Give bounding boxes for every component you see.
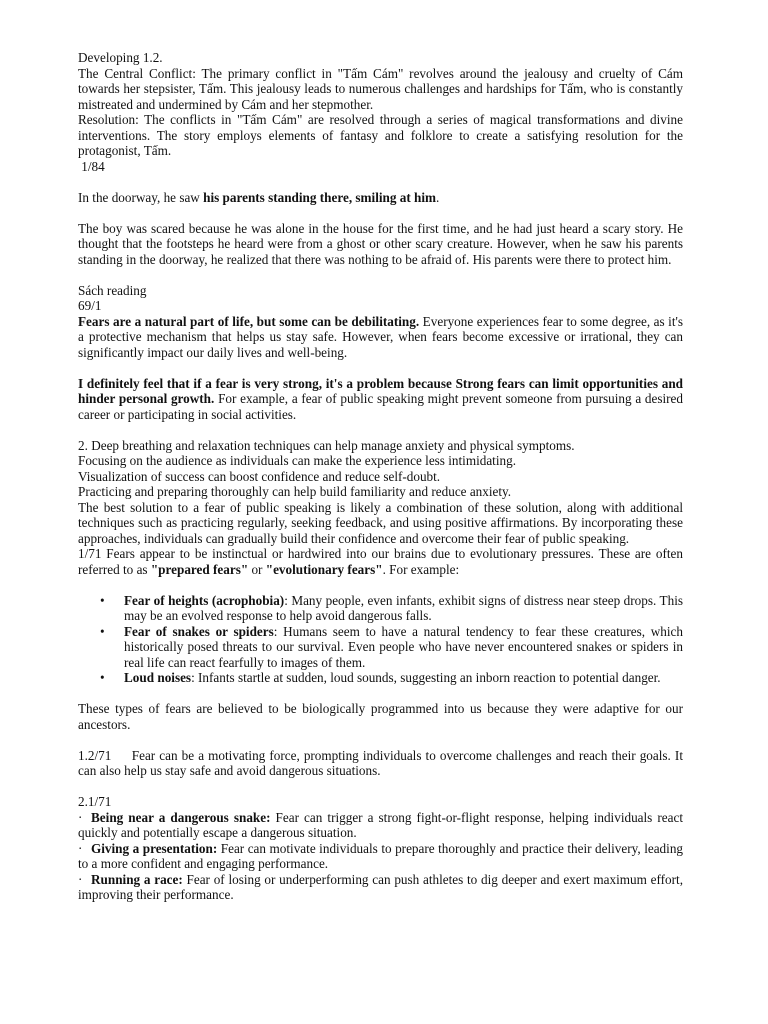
paragraph-central-conflict: The Central Conflict: The primary conflict in "Tấm Cám" revolves around the jealousy and cruelty of Cám towards her stepsister, Tấm. This jealousy leads to numerous challenges and hardships for Tấm, who is constantly mistreated and undermined by Cám and her stepmother. xyxy=(78,65,683,112)
line-visualization: Visualization of success can boost confidence and reduce self-doubt. xyxy=(78,468,441,484)
list-item xyxy=(100,623,683,671)
section-heading-2-1: 2.1/71 xyxy=(78,794,112,809)
bullet-icon: • xyxy=(100,623,105,639)
list-item-bold: Loud noises xyxy=(124,670,192,685)
example-item xyxy=(78,810,683,841)
doorway-end: . xyxy=(436,189,440,205)
example-item xyxy=(78,841,683,872)
strong-fear-bold: I definitely feel that if a fear is very strong, it's a problem because Strong fears can limit opportunities and hinder personal growth. xyxy=(78,375,683,406)
paragraph-best-solution: The best solution to a fear of public speaking is likely a combination of these solution, along with additional techniques such as practicing regularly, seeking feedback, and using positive affirmations. By incorporating these approaches, individuals can gradually build their confidence and overcome their fear of public speaking. xyxy=(78,499,683,546)
document-page xyxy=(78,50,687,903)
list-item-bold: Fear of snakes or spiders xyxy=(124,623,274,639)
paragraph-resolution: Resolution: The conflicts in "Tấm Cám" are resolved through a series of magical transformations and divine interventions. The story employs elements of fantasy and folklore to create a satisfying resolution for the protagonist, Tấm. xyxy=(78,112,683,158)
middot-icon: · xyxy=(78,809,83,825)
paragraph-strong-fear xyxy=(78,376,683,423)
page-reference: 1/84 xyxy=(78,158,105,174)
line-focusing: Focusing on the audience as individuals can make the experience less intimidating. xyxy=(78,453,516,468)
paragraph-motivating-force: 1.2/71 Fear can be a motivating force, prompting individuals to overcome challenges and reach their goals. It can also help us stay safe and avoid dangerous situations. xyxy=(78,747,687,778)
paragraph-prepared-fears xyxy=(78,546,683,577)
example-text: Fear can motivate individuals to prepare thoroughly and practice their delivery, leading to a more confident and engaging performance. xyxy=(78,840,684,871)
example-item xyxy=(78,872,683,903)
paragraph-doorway xyxy=(78,190,683,206)
paragraph-biologically-programmed: These types of fears are believed to be biologically programmed into us because they were adaptive for our ancestors. xyxy=(78,701,683,732)
paragraph-story: The boy was scared because he was alone in the house for the first time, and he had just heard a scary story. He thought that the footsteps he heard were from a ghost or other scary creature. However, when he saw his parents standing in the doorway, he realized that there was nothing to be afraid of. His parents were there to protect him. xyxy=(78,220,683,267)
example-bold: Being near a dangerous snake: xyxy=(91,809,271,825)
fear-examples-list xyxy=(78,593,683,686)
list-item-text: : Infants startle at sudden, loud sounds, suggesting an inborn reaction to potential danger. xyxy=(191,670,661,685)
list-item xyxy=(100,670,683,686)
example-text: Fear can trigger a strong fight-or-flight response, helping individuals react quickly and potentially escape a dangerous situation. xyxy=(78,809,683,840)
section-heading: Developing 1.2. xyxy=(78,50,163,65)
list-item-text: : Many people, even infants, exhibit signs of distress near steep drops. This may be an evolved response to help avoid dangerous falls. xyxy=(124,592,683,623)
list-item-text: : Humans seem to have a natural tendency to fear these creatures, which historically posed threats to our survival. Even people who have never encountered snakes or spiders in real life can react fearfully to images of them. xyxy=(124,623,683,670)
middot-icon: · xyxy=(78,840,83,856)
list-item xyxy=(100,592,683,624)
fears-natural-bold: Fears are a natural part of life, but some can be debilitating. xyxy=(78,313,420,329)
evolutionary-fears-bold: "evolutionary fears" xyxy=(265,561,383,577)
prepared-fears-end: . For example: xyxy=(382,561,460,577)
example-bold: Giving a presentation: xyxy=(91,840,218,856)
middot-icon: · xyxy=(78,871,83,887)
fears-natural-text: Everyone experiences fear to some degree, as it's a protective mechanism that helps us stay safe. However, when fears become excessive or irrational, they can significantly impact our daily lives and well-being. xyxy=(78,313,684,360)
prepared-fears-or: or xyxy=(248,561,266,577)
prepared-fears-text: 1/71 Fears appear to be instinctual or hardwired into our brains due to evolutionary pressures. These are often referred to as xyxy=(78,546,683,577)
line-deep-breathing: 2. Deep breathing and relaxation techniques can help manage anxiety and physical symptoms. xyxy=(78,437,575,453)
line-practicing: Practicing and preparing thoroughly can help build familiarity and reduce anxiety. xyxy=(78,484,512,499)
bullet-icon: • xyxy=(100,592,105,608)
page-reference-69: 69/1 xyxy=(78,298,102,313)
prepared-fears-bold: "prepared fears" xyxy=(150,561,249,577)
strong-fear-text: For example, a fear of public speaking might prevent someone from pursuing a desired career or participating in social activities. xyxy=(78,391,684,422)
paragraph-fears-natural xyxy=(78,314,683,361)
doorway-text: In the doorway, he saw xyxy=(78,189,204,205)
example-bold: Running a race: xyxy=(91,871,183,887)
section-heading-reading: Sách reading xyxy=(78,282,147,298)
bullet-icon: • xyxy=(100,670,105,685)
doorway-bold: his parents standing there, smiling at him xyxy=(203,189,437,205)
example-text: Fear of losing or underperforming can push athletes to dig deeper and exert maximum effort, improving their performance. xyxy=(78,871,683,902)
list-item-bold: Fear of heights (acrophobia) xyxy=(124,592,285,608)
